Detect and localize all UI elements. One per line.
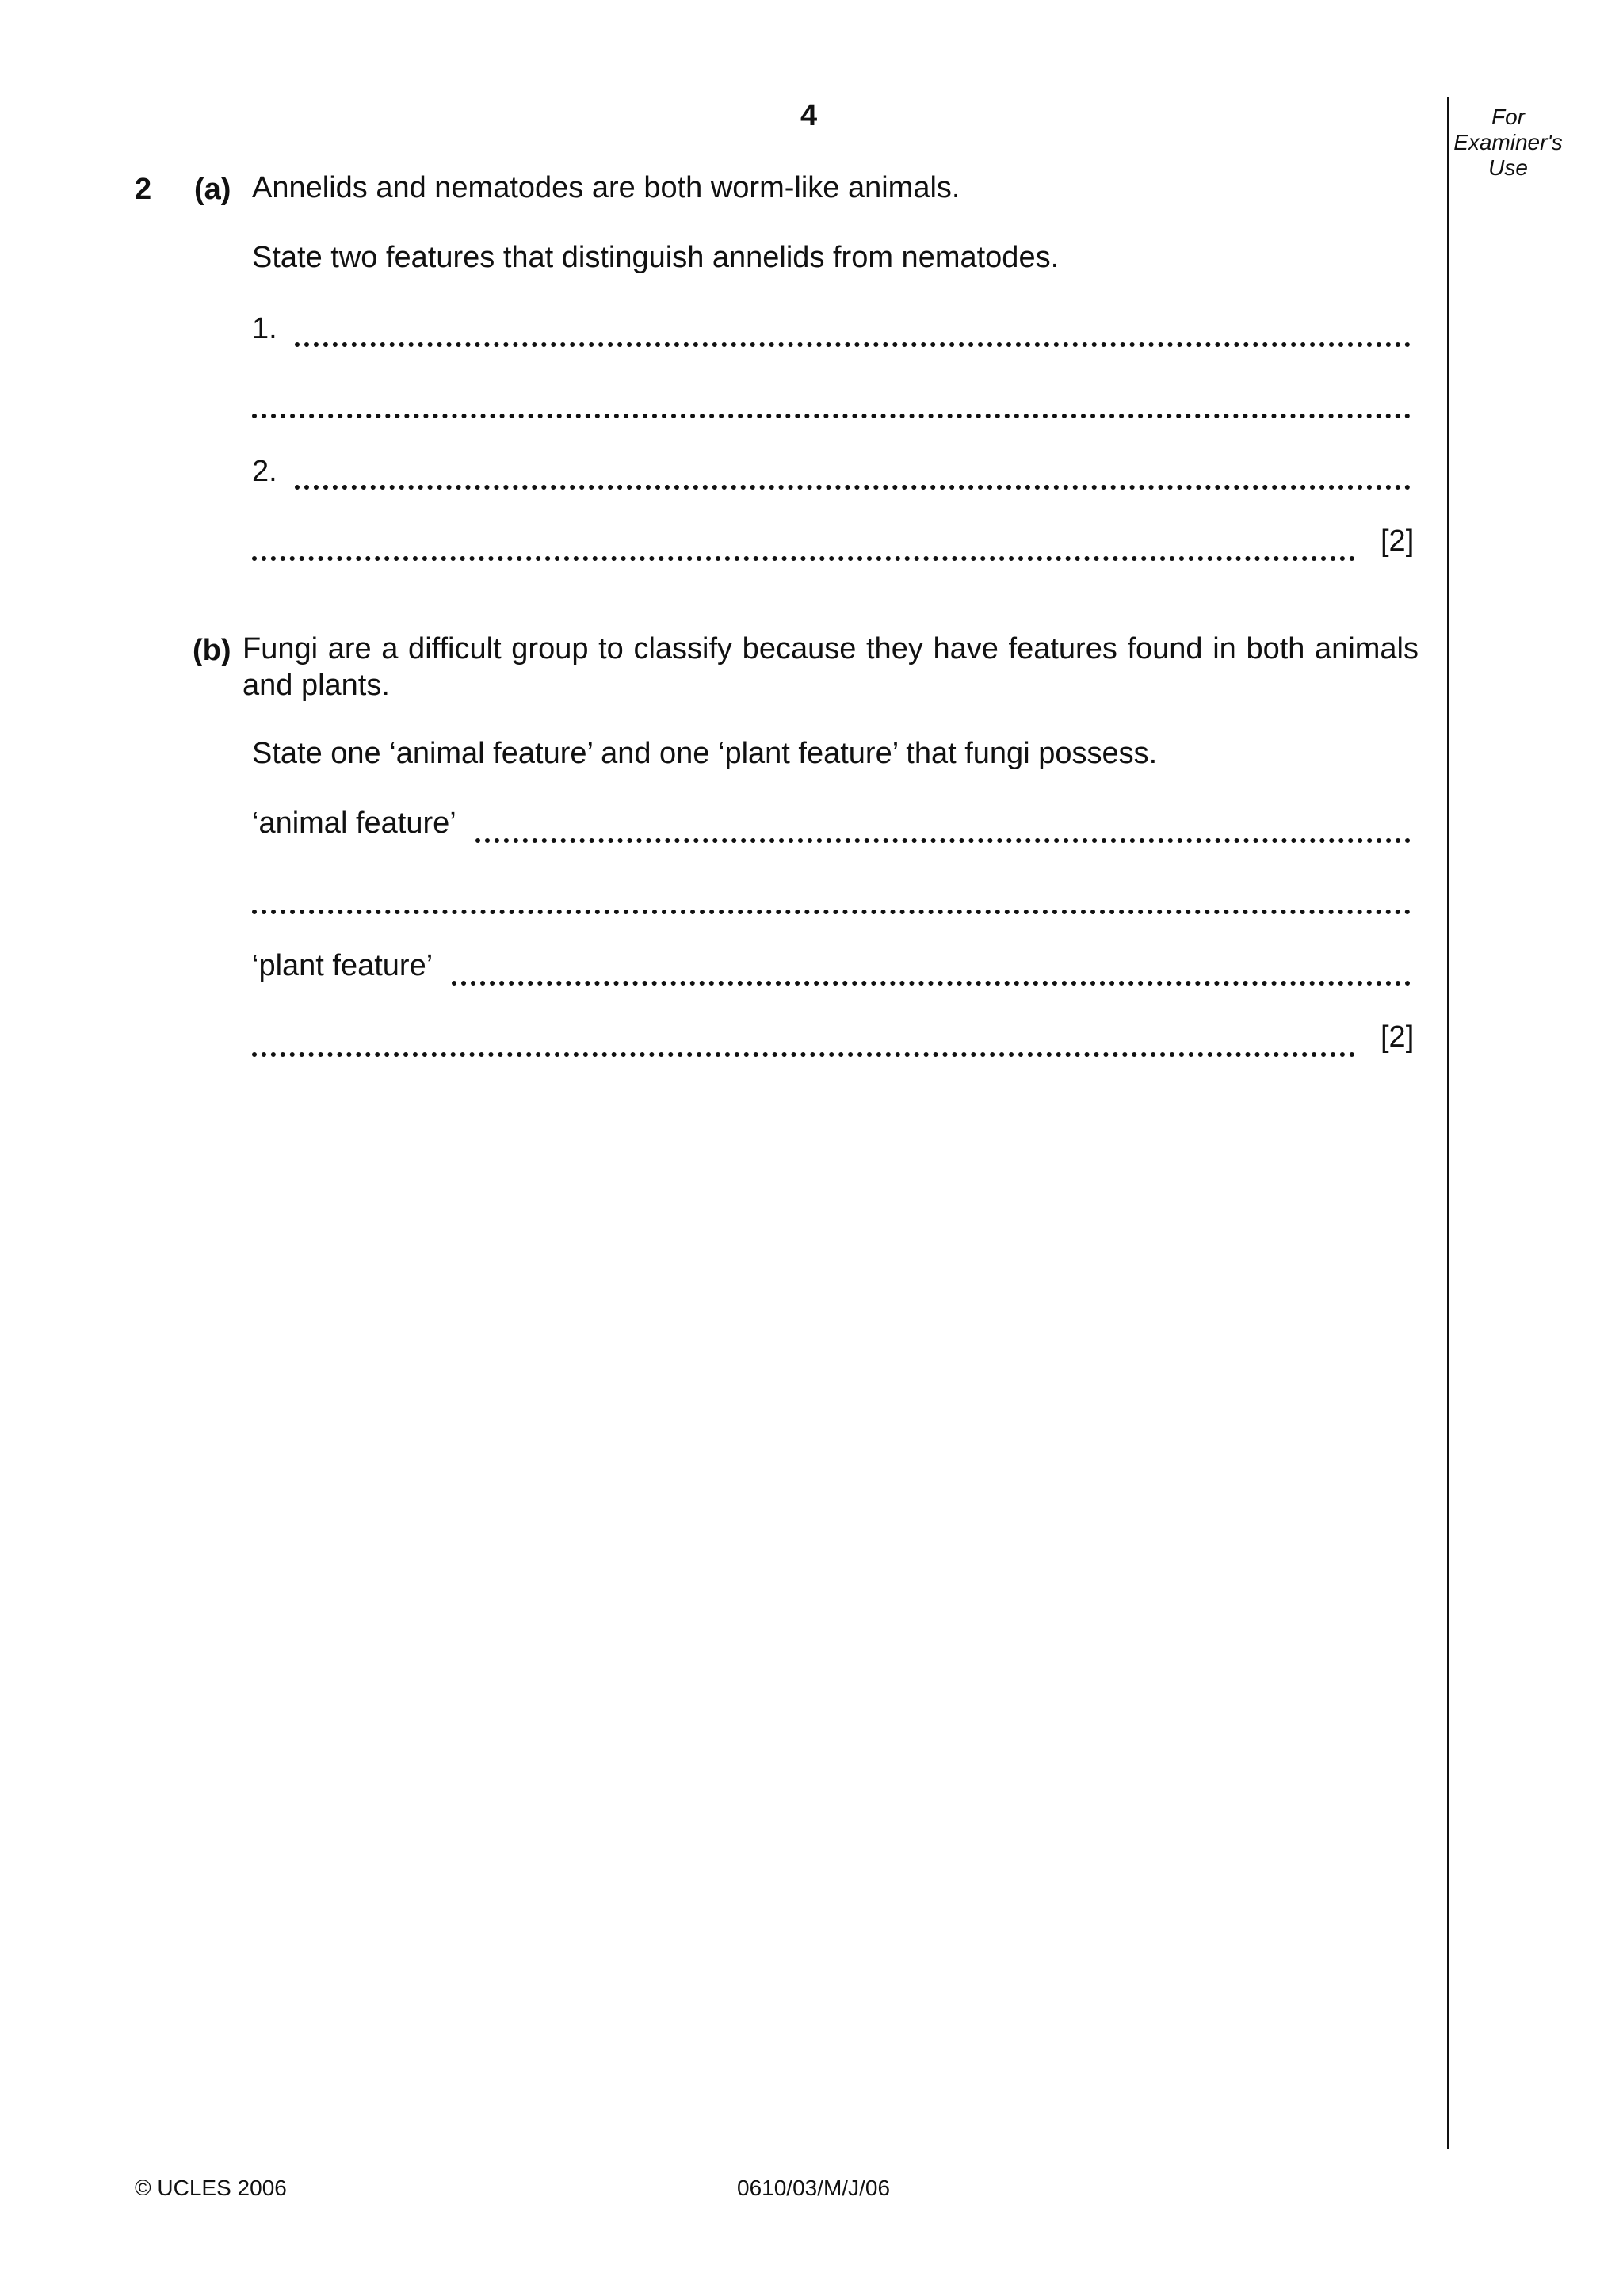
part-a-label: (a) <box>194 173 231 206</box>
question-number: 2 <box>135 173 152 206</box>
part-b-intro: Fungi are a difficult group to classify because they have features found in both animals and plants. <box>242 632 1419 702</box>
part-b-instruction: State one ‘animal feature’ and one ‘plant feature’ that fungi possess. <box>252 737 1158 770</box>
animal-feature-continuation-line[interactable] <box>252 910 1411 914</box>
part-a-intro: Annelids and nematodes are both worm-like animals. <box>252 171 960 204</box>
part-a-marks: [2] <box>1381 524 1415 558</box>
examiner-use-line-1: For <box>1491 105 1525 129</box>
animal-feature-label: ‘animal feature’ <box>252 807 456 840</box>
animal-feature-line[interactable] <box>475 838 1411 843</box>
answer-2-continuation-line[interactable] <box>252 556 1355 561</box>
answer-2-label: 2. <box>252 455 277 488</box>
part-a-instruction: State two features that distinguish annelids from nematodes. <box>252 241 1060 274</box>
examiner-use-label <box>1449 105 1568 181</box>
footer-paper-code: 0610/03/M/J/06 <box>737 2176 891 2200</box>
plant-feature-label: ‘plant feature’ <box>252 949 433 982</box>
plant-feature-continuation-line[interactable] <box>252 1052 1355 1057</box>
page-number: 4 <box>800 99 818 132</box>
footer-copyright: © UCLES 2006 <box>135 2176 287 2200</box>
answer-1-line[interactable] <box>295 342 1411 347</box>
answer-2-line[interactable] <box>295 485 1411 490</box>
answer-1-continuation-line[interactable] <box>252 414 1411 418</box>
examiner-use-line-3: Use <box>1488 155 1528 180</box>
answer-1-label: 1. <box>252 312 277 345</box>
part-b-marks: [2] <box>1381 1020 1415 1054</box>
part-b-label: (b) <box>193 634 231 667</box>
plant-feature-line[interactable] <box>452 981 1411 986</box>
examiner-use-line-2: Examiner's <box>1453 130 1563 154</box>
examiner-margin-rule <box>1447 97 1449 2149</box>
